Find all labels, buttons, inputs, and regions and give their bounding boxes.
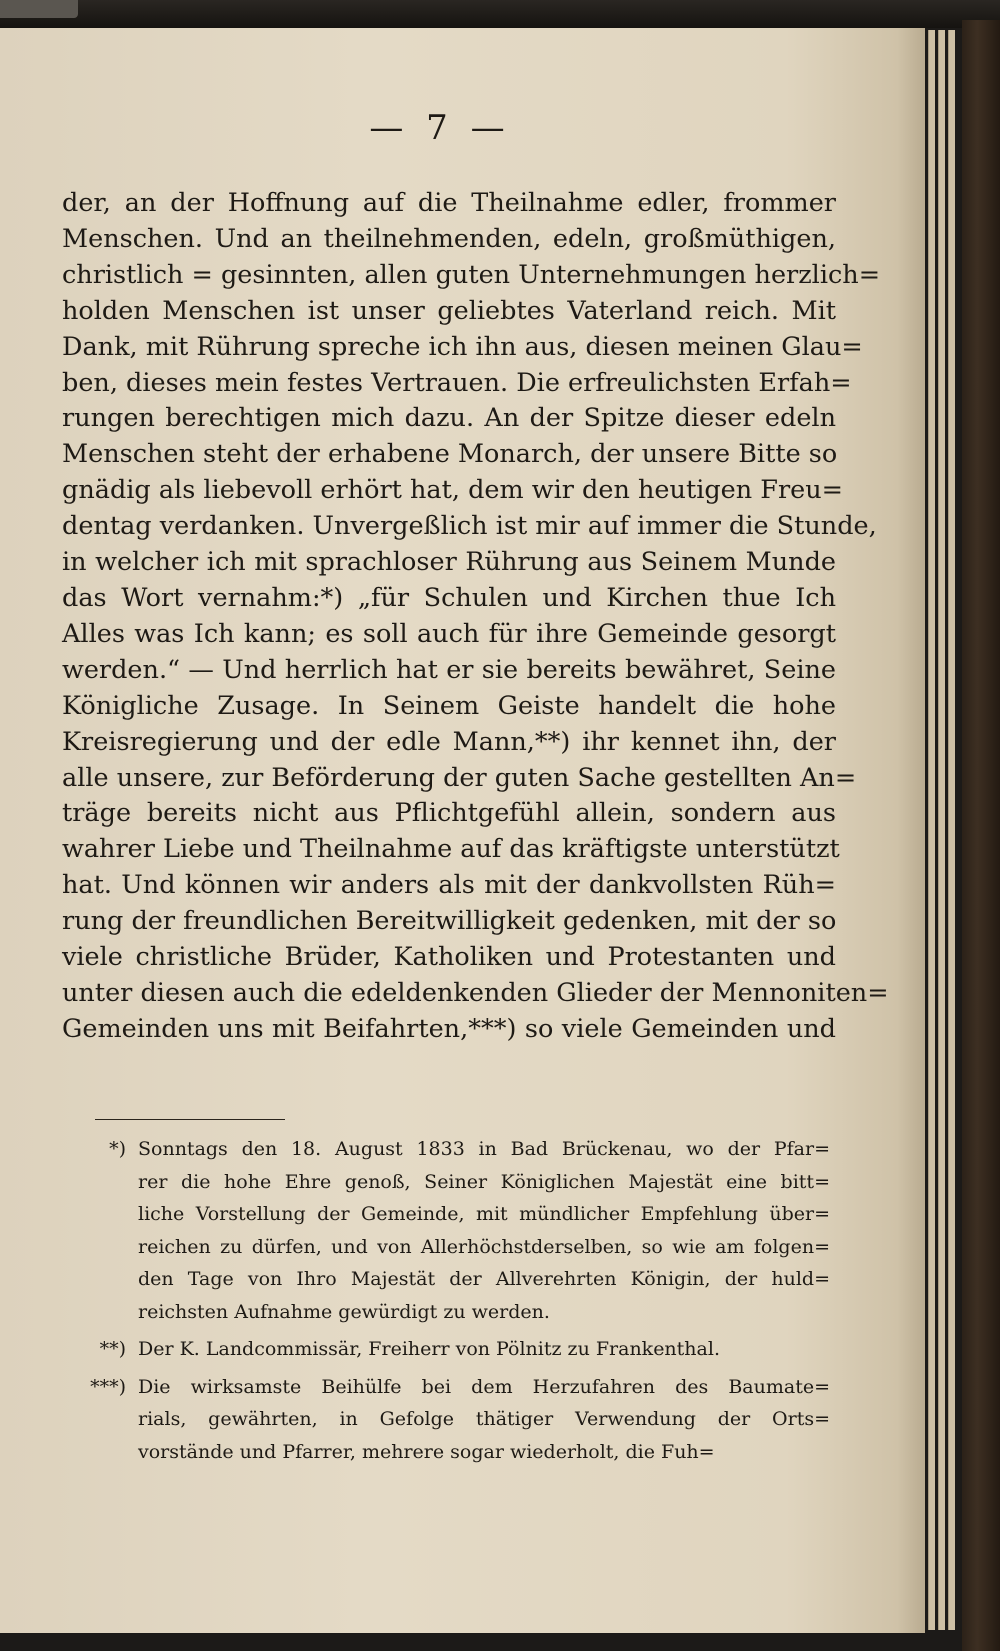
body-line: Kreisregierung und der edle Mann,**) ihr kennet ihn, der	[62, 726, 836, 757]
page-edge	[948, 30, 955, 1630]
footnote-mark: **)	[99, 1338, 126, 1360]
body-line: alle unsere, zur Beförderung der guten Sache gestellten An=	[62, 762, 857, 793]
body-line: viele christliche Brüder, Katholiken und Protestanten und	[62, 942, 836, 973]
body-line: wahrer Liebe und Theilnahme auf das kräftigste unterstützt	[62, 834, 840, 865]
footnote-line: reichsten Aufnahme gewürdigt zu werden.	[138, 1300, 550, 1323]
footnotes	[62, 1133, 830, 1473]
body-line: Dank, mit Rührung spreche ich ihn aus, diesen meinen Glau=	[62, 331, 863, 362]
body-line: träge bereits nicht aus Pflichtgefühl allein, sondern aus	[62, 798, 836, 829]
body-line: Alles was Ich kann; es soll auch für ihre Gemeinde gesorgt	[62, 618, 836, 649]
footnote	[62, 1371, 830, 1469]
footnote-line: rials, gewährten, in Gefolge thätiger Verwendung der Orts=	[138, 1408, 830, 1430]
body-line: hat. Und können wir anders als mit der dankvollsten Rüh=	[62, 870, 836, 901]
footnote-line: rer die hohe Ehre genoß, Seiner Königlichen Majestät eine bitt=	[138, 1170, 830, 1193]
footnote-line: reichen zu dürfen, und von Allerhöchstderselben, so wie am folgen=	[138, 1235, 830, 1258]
book-spine	[962, 20, 1000, 1651]
footnote-mark: ***)	[90, 1375, 126, 1398]
body-line: dentag verdanken. Unvergeßlich ist mir auf immer die Stunde,	[62, 511, 877, 542]
body-line: holden Menschen ist unser geliebtes Vaterland reich. Mit	[62, 295, 836, 326]
body-line: unter diesen auch die edeldenkenden Glieder der Mennoniten=	[62, 977, 889, 1008]
footnote-mark: *)	[109, 1138, 126, 1160]
body-line: werden.“ — Und herrlich hat er sie bereits bewähret, Seine	[62, 654, 836, 685]
body-line: ben, dieses mein festes Vertrauen. Die erfreulichsten Erfah=	[62, 367, 852, 398]
book-page	[0, 28, 925, 1633]
page-edge	[928, 30, 935, 1630]
footnote-line: Der K. Landcommissär, Freiherr von Pölnitz zu Frankenthal.	[138, 1338, 720, 1360]
body-line: Gemeinden uns mit Beifahrten,***) so viele Gemeinden und	[62, 1013, 836, 1044]
body-text	[62, 186, 889, 1048]
footnote-line: Sonntags den 18. August 1833 in Bad Brückenau, wo der Pfar=	[138, 1138, 830, 1160]
footnote-line: liche Vorstellung der Gemeinde, mit mündlicher Empfehlung über=	[138, 1203, 830, 1225]
body-line: rungen berechtigen mich dazu. An der Spitze dieser edeln	[62, 403, 836, 434]
footnote	[62, 1333, 830, 1366]
body-line: rung der freundlichen Bereitwilligkeit gedenken, mit der so	[62, 906, 837, 937]
body-line: Königliche Zusage. In Seinem Geiste handelt die hohe	[62, 690, 836, 721]
body-line: christlich = gesinnten, allen guten Unternehmungen herzlich=	[62, 259, 881, 290]
footnote-line: den Tage von Ihro Majestät der Allverehrten Königin, der huld=	[138, 1268, 830, 1290]
page-number: — 7 —	[369, 108, 511, 148]
body-line: das Wort vernahm:*) „für Schulen und Kirchen thue Ich	[62, 582, 836, 613]
body-line: gnädig als liebevoll erhört hat, dem wir den heutigen Freu=	[62, 475, 844, 506]
footnote-rule	[95, 1119, 285, 1120]
page-edge	[938, 30, 945, 1630]
scan-tab	[0, 0, 78, 18]
body-line: Menschen steht der erhabene Monarch, der unsere Bitte so	[62, 439, 838, 470]
body-line: Menschen. Und an theilnehmenden, edeln, großmüthigen,	[62, 223, 836, 254]
footnote	[62, 1133, 830, 1328]
footnote-line: vorstände und Pfarrer, mehrere sogar wiederholt, die Fuh=	[138, 1440, 715, 1463]
body-line: in welcher ich mit sprachloser Rührung aus Seinem Munde	[62, 547, 836, 578]
scan-background	[0, 0, 1000, 28]
body-line: der, an der Hoffnung auf die Theilnahme edler, frommer	[62, 188, 836, 218]
footnote-line: Die wirksamste Beihülfe bei dem Herzufahren des Baumate=	[138, 1375, 830, 1398]
